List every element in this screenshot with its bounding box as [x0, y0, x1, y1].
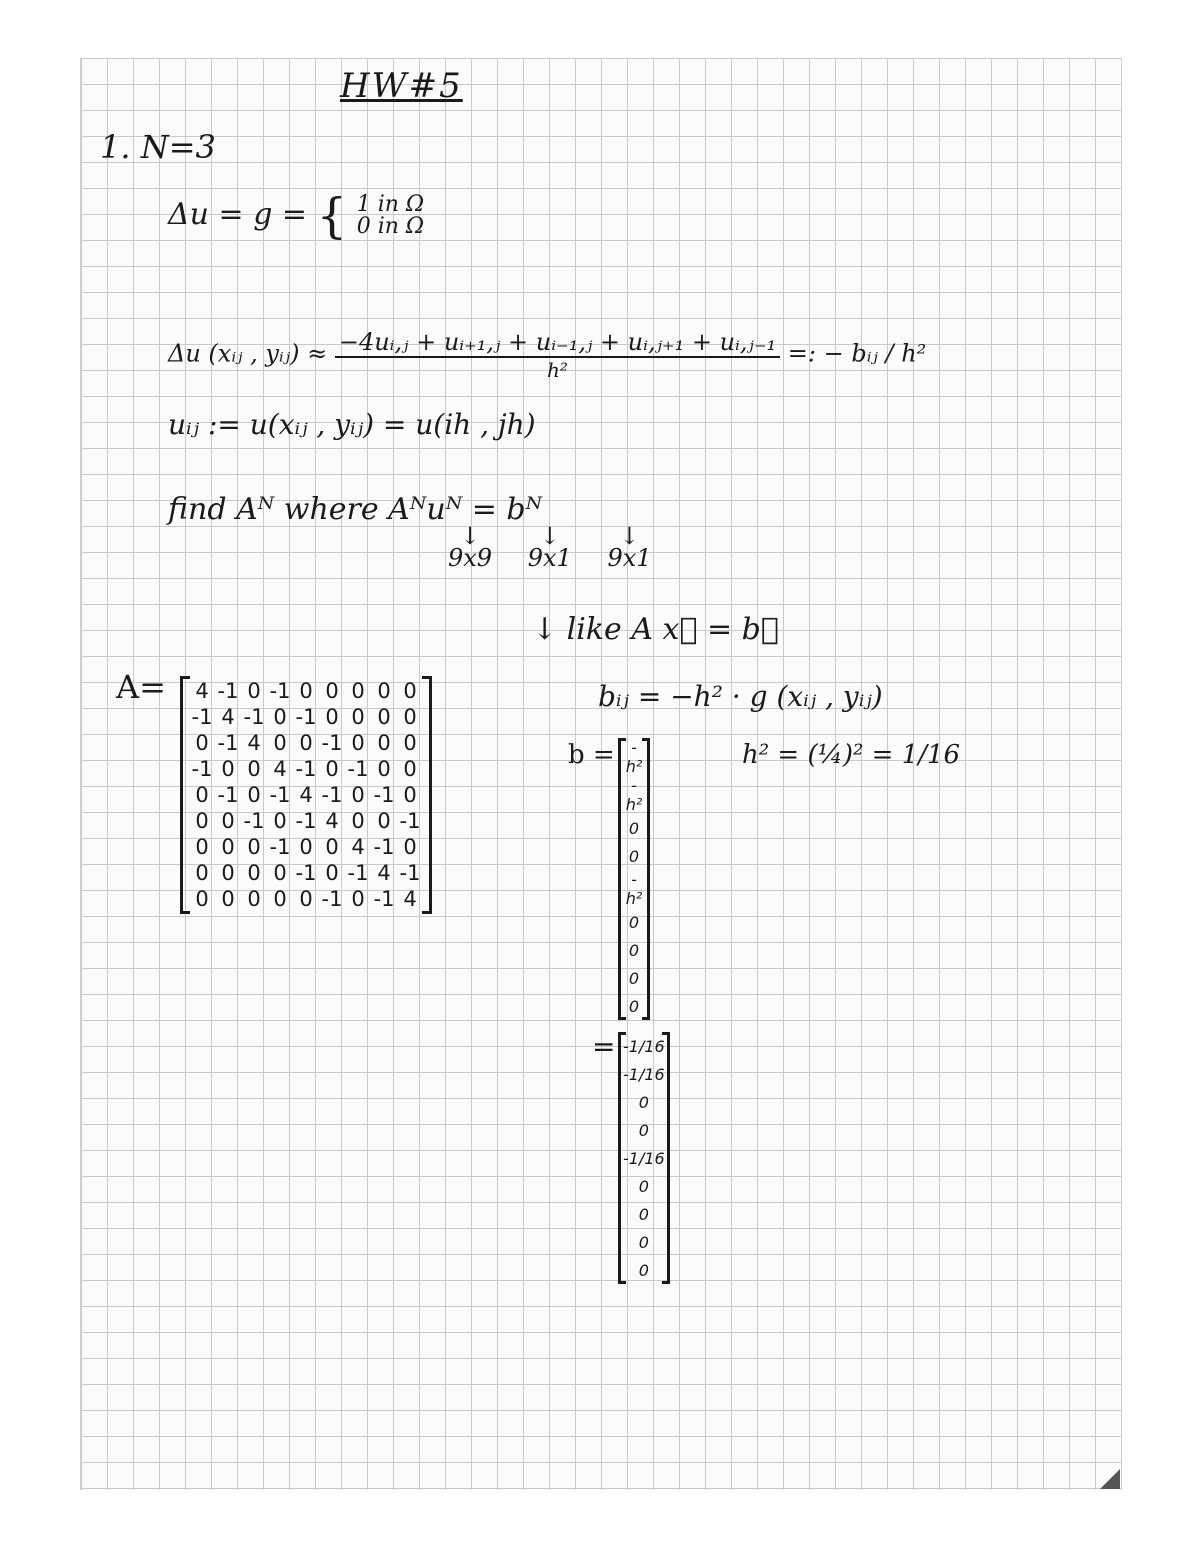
vector-entry: 0 [628, 912, 640, 932]
matrix-row [189, 704, 423, 730]
matrix-cell: 0 [325, 835, 339, 859]
problem-number: 1. [100, 128, 131, 166]
vector-entry: 0 [638, 1232, 649, 1252]
matrix-row [189, 808, 423, 834]
vector-entry: -1/16 [623, 1036, 665, 1056]
vector-row [623, 1060, 665, 1088]
matrix-cell: -1 [295, 757, 317, 781]
vector-entry: -h² [625, 738, 643, 776]
matrix-cell: -1 [321, 783, 343, 807]
vector-row [623, 936, 645, 964]
vector-entry: 0 [628, 846, 640, 866]
dim-u-label: 9x1 [527, 544, 572, 572]
matrix-cell: 0 [247, 783, 261, 807]
laplacian-approximation [168, 328, 926, 382]
matrix-cell: -1 [217, 783, 239, 807]
matrix-a [180, 676, 432, 914]
matrix-cell: -1 [243, 809, 265, 833]
like-statement: ↓ like A x⃗ = b⃗ [532, 612, 779, 647]
matrix-cell: 4 [377, 861, 391, 885]
page-title: HW#5 [340, 66, 463, 106]
vector-b-label: b = [568, 740, 615, 770]
brace-icon: { [316, 188, 348, 244]
matrix-cell: 0 [273, 887, 287, 911]
vector-entry: 0 [638, 1176, 649, 1196]
matrix-cell: -1 [191, 705, 213, 729]
vector-row [623, 1172, 665, 1200]
vector-b [618, 738, 650, 1020]
matrix-cell: 0 [247, 679, 261, 703]
laplace-fraction [335, 328, 780, 382]
vector-row [623, 964, 645, 992]
matrix-cell: -1 [295, 705, 317, 729]
matrix-row [189, 730, 423, 756]
matrix-cell: -1 [347, 757, 369, 781]
matrix-cell: -1 [399, 809, 421, 833]
matrix-a-label: A= [116, 668, 166, 706]
vector-b-table [623, 738, 645, 1020]
laplace-lhs: Δu (xᵢⱼ , yᵢⱼ) ≈ [168, 339, 328, 368]
matrix-row [189, 678, 423, 704]
vector-entry: 0 [628, 818, 640, 838]
matrix-cell: -1 [295, 861, 317, 885]
vector-entry: 0 [638, 1204, 649, 1224]
arrow-down-icon: ↓ [539, 522, 560, 550]
laplace-numerator: −4uᵢ,ⱼ + uᵢ₊₁,ⱼ + uᵢ₋₁,ⱼ + uᵢ,ⱼ₊₁ + uᵢ,ⱼ₋₁ [335, 328, 780, 358]
vector-row [623, 992, 645, 1020]
matrix-cell: 0 [403, 679, 417, 703]
vector-row [623, 1088, 665, 1116]
vector-row [623, 738, 645, 776]
matrix-cell: 0 [273, 705, 287, 729]
matrix-row [189, 782, 423, 808]
dim-b-label: 9x1 [607, 544, 652, 572]
vector-row [623, 1228, 665, 1256]
matrix-cell: 0 [403, 835, 417, 859]
matrix-cell: 0 [325, 679, 339, 703]
matrix-row [189, 756, 423, 782]
matrix-cell: 0 [195, 809, 209, 833]
matrix-cell: 0 [221, 861, 235, 885]
arrow-down-icon: ↓ [619, 522, 640, 550]
matrix-cell: 0 [325, 861, 339, 885]
matrix-cell: 0 [351, 679, 365, 703]
vector-row [623, 1200, 665, 1228]
case-zero: 0 in Ω [356, 214, 425, 239]
laplace-denominator: h² [547, 358, 568, 382]
vector-entry: 0 [628, 940, 640, 960]
vector-row [623, 1116, 665, 1144]
matrix-cell: -1 [347, 861, 369, 885]
matrix-cell: 4 [403, 887, 417, 911]
matrix-cell: 0 [377, 731, 391, 755]
matrix-cell: 0 [299, 679, 313, 703]
vector-entry: 0 [628, 968, 640, 988]
matrix-cell: 0 [351, 731, 365, 755]
matrix-cell: 0 [403, 705, 417, 729]
matrix-cell: -1 [321, 887, 343, 911]
matrix-cell: 0 [403, 757, 417, 781]
matrix-cell: 0 [195, 783, 209, 807]
vector-b-equals: = [592, 1030, 616, 1063]
matrix-cell: 0 [377, 809, 391, 833]
dimension-labels [448, 522, 680, 572]
vector-row [623, 1144, 665, 1172]
matrix-cell: 0 [247, 861, 261, 885]
matrix-cell: 0 [195, 835, 209, 859]
vector-entry: -h² [625, 776, 643, 814]
matrix-cell: 4 [351, 835, 365, 859]
matrix-row [189, 834, 423, 860]
matrix-cell: 0 [299, 887, 313, 911]
matrix-cell: 0 [351, 809, 365, 833]
case-one: 1 in Ω [356, 192, 425, 217]
matrix-cell: -1 [399, 861, 421, 885]
vector-entry: -1/16 [623, 1148, 665, 1168]
matrix-cell: 0 [273, 861, 287, 885]
matrix-cell: 0 [351, 705, 365, 729]
matrix-cell: 4 [221, 705, 235, 729]
matrix-cell: -1 [295, 809, 317, 833]
matrix-cell: 0 [221, 835, 235, 859]
matrix-cell: -1 [373, 783, 395, 807]
matrix-cell: 0 [299, 731, 313, 755]
problem-header [100, 128, 216, 166]
dim-a [448, 522, 506, 572]
matrix-cell: -1 [269, 679, 291, 703]
matrix-cell: 0 [325, 757, 339, 781]
vector-entry: 0 [638, 1120, 649, 1140]
matrix-cell: 0 [377, 705, 391, 729]
matrix-cell: -1 [269, 783, 291, 807]
dim-a-label: 9x9 [448, 544, 493, 572]
matrix-cell: 0 [299, 835, 313, 859]
matrix-row [189, 860, 423, 886]
vector-row [623, 776, 645, 814]
matrix-cell: 0 [403, 731, 417, 755]
matrix-cell: 0 [221, 809, 235, 833]
matrix-cell: 4 [325, 809, 339, 833]
uij-definition: uᵢⱼ := u(xᵢⱼ , yᵢⱼ) = u(ih , jh) [168, 408, 536, 441]
matrix-cell: 0 [247, 757, 261, 781]
laplace-rhs: =: − bᵢⱼ / h² [787, 339, 927, 368]
matrix-row [189, 886, 423, 912]
h-squared-value: h² = (¼)² = 1/16 [742, 740, 961, 770]
matrix-cell: 0 [247, 835, 261, 859]
vector-entry: -h² [625, 870, 643, 908]
matrix-cell: -1 [373, 887, 395, 911]
find-statement: find Aᴺ where Aᴺuᴺ = bᴺ [168, 492, 543, 527]
arrow-down-icon: ↓ [459, 522, 481, 550]
matrix-cell: -1 [243, 705, 265, 729]
piecewise-cases [357, 194, 424, 238]
dim-u [527, 522, 586, 572]
poisson-lhs: Δu = g = [168, 197, 308, 232]
matrix-cell: 4 [247, 731, 261, 755]
matrix-cell: 0 [351, 887, 365, 911]
matrix-cell: -1 [269, 835, 291, 859]
poisson-equation [168, 188, 424, 244]
matrix-cell: 0 [377, 679, 391, 703]
matrix-cell: 4 [299, 783, 313, 807]
page-corner-fold [1100, 1469, 1120, 1489]
vector-row [623, 842, 645, 870]
matrix-cell: 0 [195, 887, 209, 911]
matrix-cell: 0 [221, 757, 235, 781]
vector-b-numeric [618, 1032, 670, 1284]
matrix-cell: -1 [217, 679, 239, 703]
matrix-cell: -1 [191, 757, 213, 781]
vector-row [623, 814, 645, 842]
matrix-cell: 0 [221, 887, 235, 911]
matrix-cell: 4 [273, 757, 287, 781]
vector-row [623, 908, 645, 936]
matrix-cell: 4 [195, 679, 209, 703]
dim-b [607, 522, 665, 572]
matrix-cell: 0 [403, 783, 417, 807]
matrix-a-table [189, 678, 423, 912]
matrix-cell: -1 [373, 835, 395, 859]
matrix-cell: 0 [247, 887, 261, 911]
matrix-cell: 0 [195, 861, 209, 885]
matrix-cell: 0 [325, 705, 339, 729]
matrix-cell: 0 [273, 809, 287, 833]
bij-definition: bᵢⱼ = −h² · g (xᵢⱼ , yᵢⱼ) [598, 680, 883, 713]
vector-entry: -1/16 [623, 1064, 665, 1084]
matrix-cell: 0 [351, 783, 365, 807]
vector-row [623, 1256, 665, 1284]
vector-row [623, 870, 645, 908]
vector-b-numeric-table [623, 1032, 665, 1284]
matrix-cell: -1 [217, 731, 239, 755]
matrix-cell: 0 [377, 757, 391, 781]
matrix-cell: 0 [273, 731, 287, 755]
n-value: N=3 [140, 128, 216, 166]
vector-entry: 0 [638, 1092, 649, 1112]
matrix-cell: 0 [195, 731, 209, 755]
vector-row [623, 1032, 665, 1060]
vector-entry: 0 [638, 1260, 649, 1280]
vector-entry: 0 [628, 996, 640, 1016]
matrix-cell: -1 [321, 731, 343, 755]
